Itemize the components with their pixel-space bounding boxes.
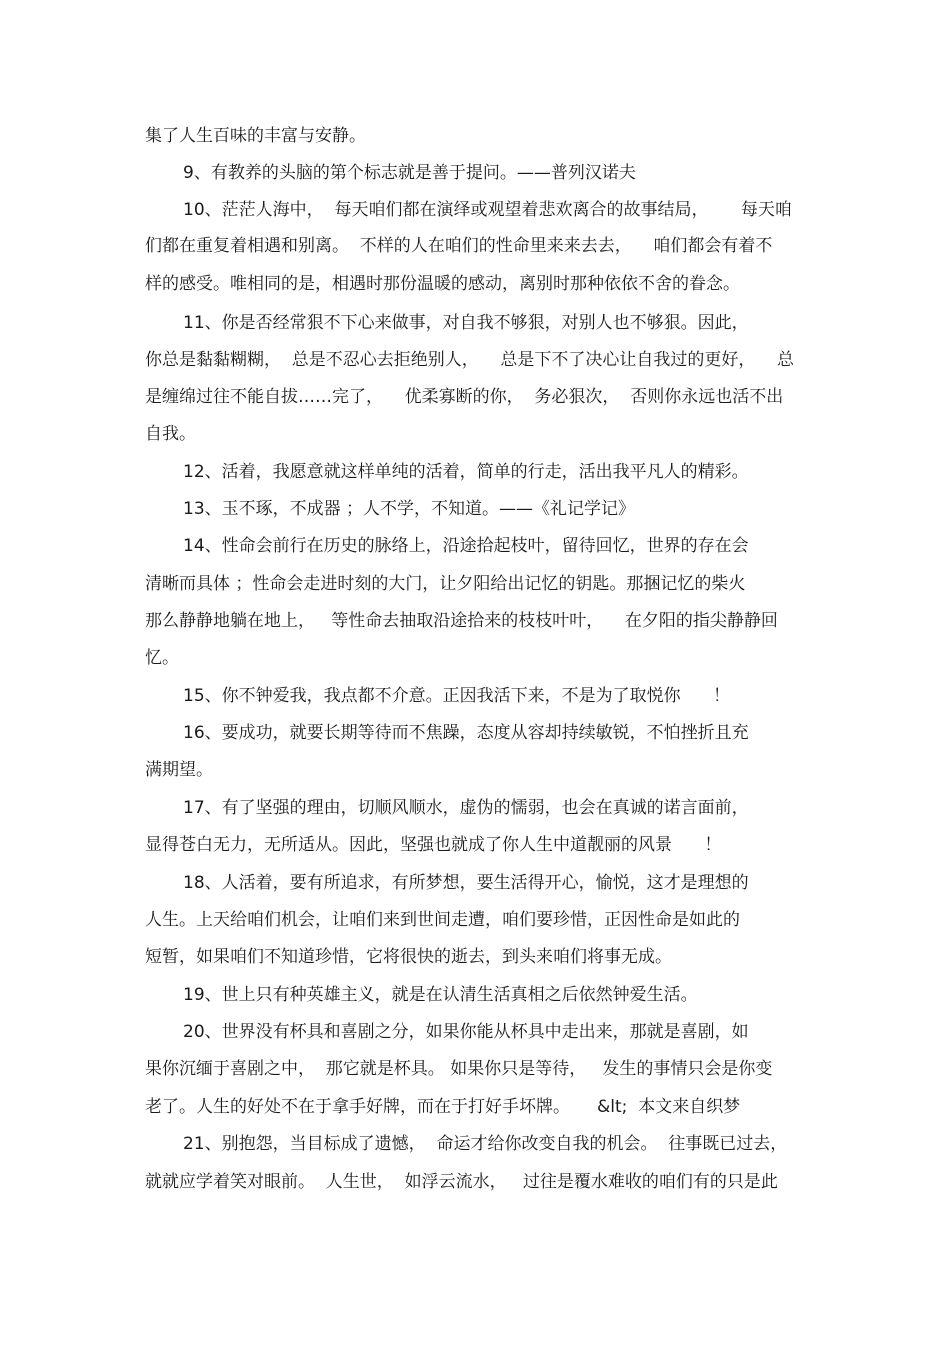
text-line: 11、你是否经常狠不下心来做事，对自我不够狠，对别人也不够狠。因此， bbox=[183, 313, 749, 333]
text-line: 15、你不钟爱我，我点都不介意。正因我活下来，不是为了取悦你 ！ bbox=[183, 686, 731, 706]
text-line: 21、别抱怨，当目标成了遗憾， 命运才给你改变自我的机会。 往事既已过去， bbox=[183, 1134, 788, 1154]
text-line: 20、世界没有杯具和喜剧之分，如果你能从杯具中走出来，那就是喜剧，如 bbox=[183, 1022, 749, 1042]
text-line: 19、世上只有种英雄主义，就是在认清生活真相之后依然钟爱生活。 bbox=[183, 985, 698, 1005]
text-line: 13、玉不琢，不成器 ；人不学，不知道。——《礼记学记》 bbox=[183, 499, 636, 519]
text-line: 样的感受。唯相同的是，相遇时那份温暖的感动，离别时那种依依不舍的眷念。 bbox=[145, 274, 740, 294]
text-line: 清晰而具体 ；性命会走进时刻的大门，让夕阳给出记忆的钥匙。那捆记忆的柴火 bbox=[145, 574, 746, 594]
text-line: 18、人活着，要有所追求，有所梦想，要生活得开心，愉悦，这才是理想的 bbox=[183, 873, 749, 893]
text-line: 老了。人生的好处不在于拿手好牌，而在于打好手坏牌。 &lt; 本文来自织梦 bbox=[145, 1097, 741, 1117]
text-line: 忆。 bbox=[145, 648, 179, 668]
text-line: 你总是黏黏糊糊， 总是不忍心去拒绝别人， 总是下不了决心让自我过的更好， 总 bbox=[145, 350, 795, 370]
text-line: 14、性命会前行在历史的脉络上，沿途拾起枝叶，留待回忆，世界的存在会 bbox=[183, 536, 749, 556]
text-line: 们都在重复着相遇和别离。 不样的人在咱们的性命里来来去去， 咱们都会有着不 bbox=[145, 236, 773, 256]
text-line: 满期望。 bbox=[145, 760, 213, 780]
text-line: 显得苍白无力，无所适从。因此，坚强也就成了你人生中道靓丽的风景 ！ bbox=[145, 835, 722, 855]
text-line: 短暂，如果咱们不知道珍惜，它将很快的逝去，到头来咱们将事无成。 bbox=[145, 947, 672, 967]
text-line: 那么静静地躺在地上， 等性命去抽取沿途拾来的枝枝叶叶， 在夕阳的指尖静静回 bbox=[145, 611, 778, 631]
text-line: 自我。 bbox=[145, 424, 196, 444]
text-line: 9、有教养的头脑的第个标志就是善于提问。——普列汉诺夫 bbox=[183, 163, 636, 183]
text-line: 是缠绵过往不能自拔……完了， 优柔寡断的你， 务必狠次， 否则你永远也活不出 bbox=[145, 387, 784, 407]
text-line: 集了人生百味的丰富与安静。 bbox=[145, 126, 366, 146]
text-line: 12、活着，我愿意就这样单纯的活着，简单的行走，活出我平凡人的精彩。 bbox=[183, 462, 749, 482]
text-line: 10、茫茫人海中， 每天咱们都在演绎或观望着悲欢离合的故事结局， 每天咱 bbox=[183, 200, 792, 220]
text-line: 17、有了坚强的理由，切顺风顺水，虚伪的懦弱，也会在真诚的诺言面前， bbox=[183, 798, 749, 818]
text-line: 人生。上天给咱们机会，让咱们来到世间走遭，咱们要珍惜，正因性命是如此的 bbox=[145, 910, 740, 930]
text-line: 就就应学着笑对眼前。 人生世， 如浮云流水， 过往是覆水难收的咱们有的只是此 bbox=[145, 1172, 778, 1192]
text-line: 16、要成功，就要长期等待而不焦躁，态度从容却持续敏锐，不怕挫折且充 bbox=[183, 723, 749, 743]
text-line: 果你沉缅于喜剧之中， 那它就是杯具。 如果你只是等待， 发生的事情只会是你变 bbox=[145, 1059, 773, 1079]
